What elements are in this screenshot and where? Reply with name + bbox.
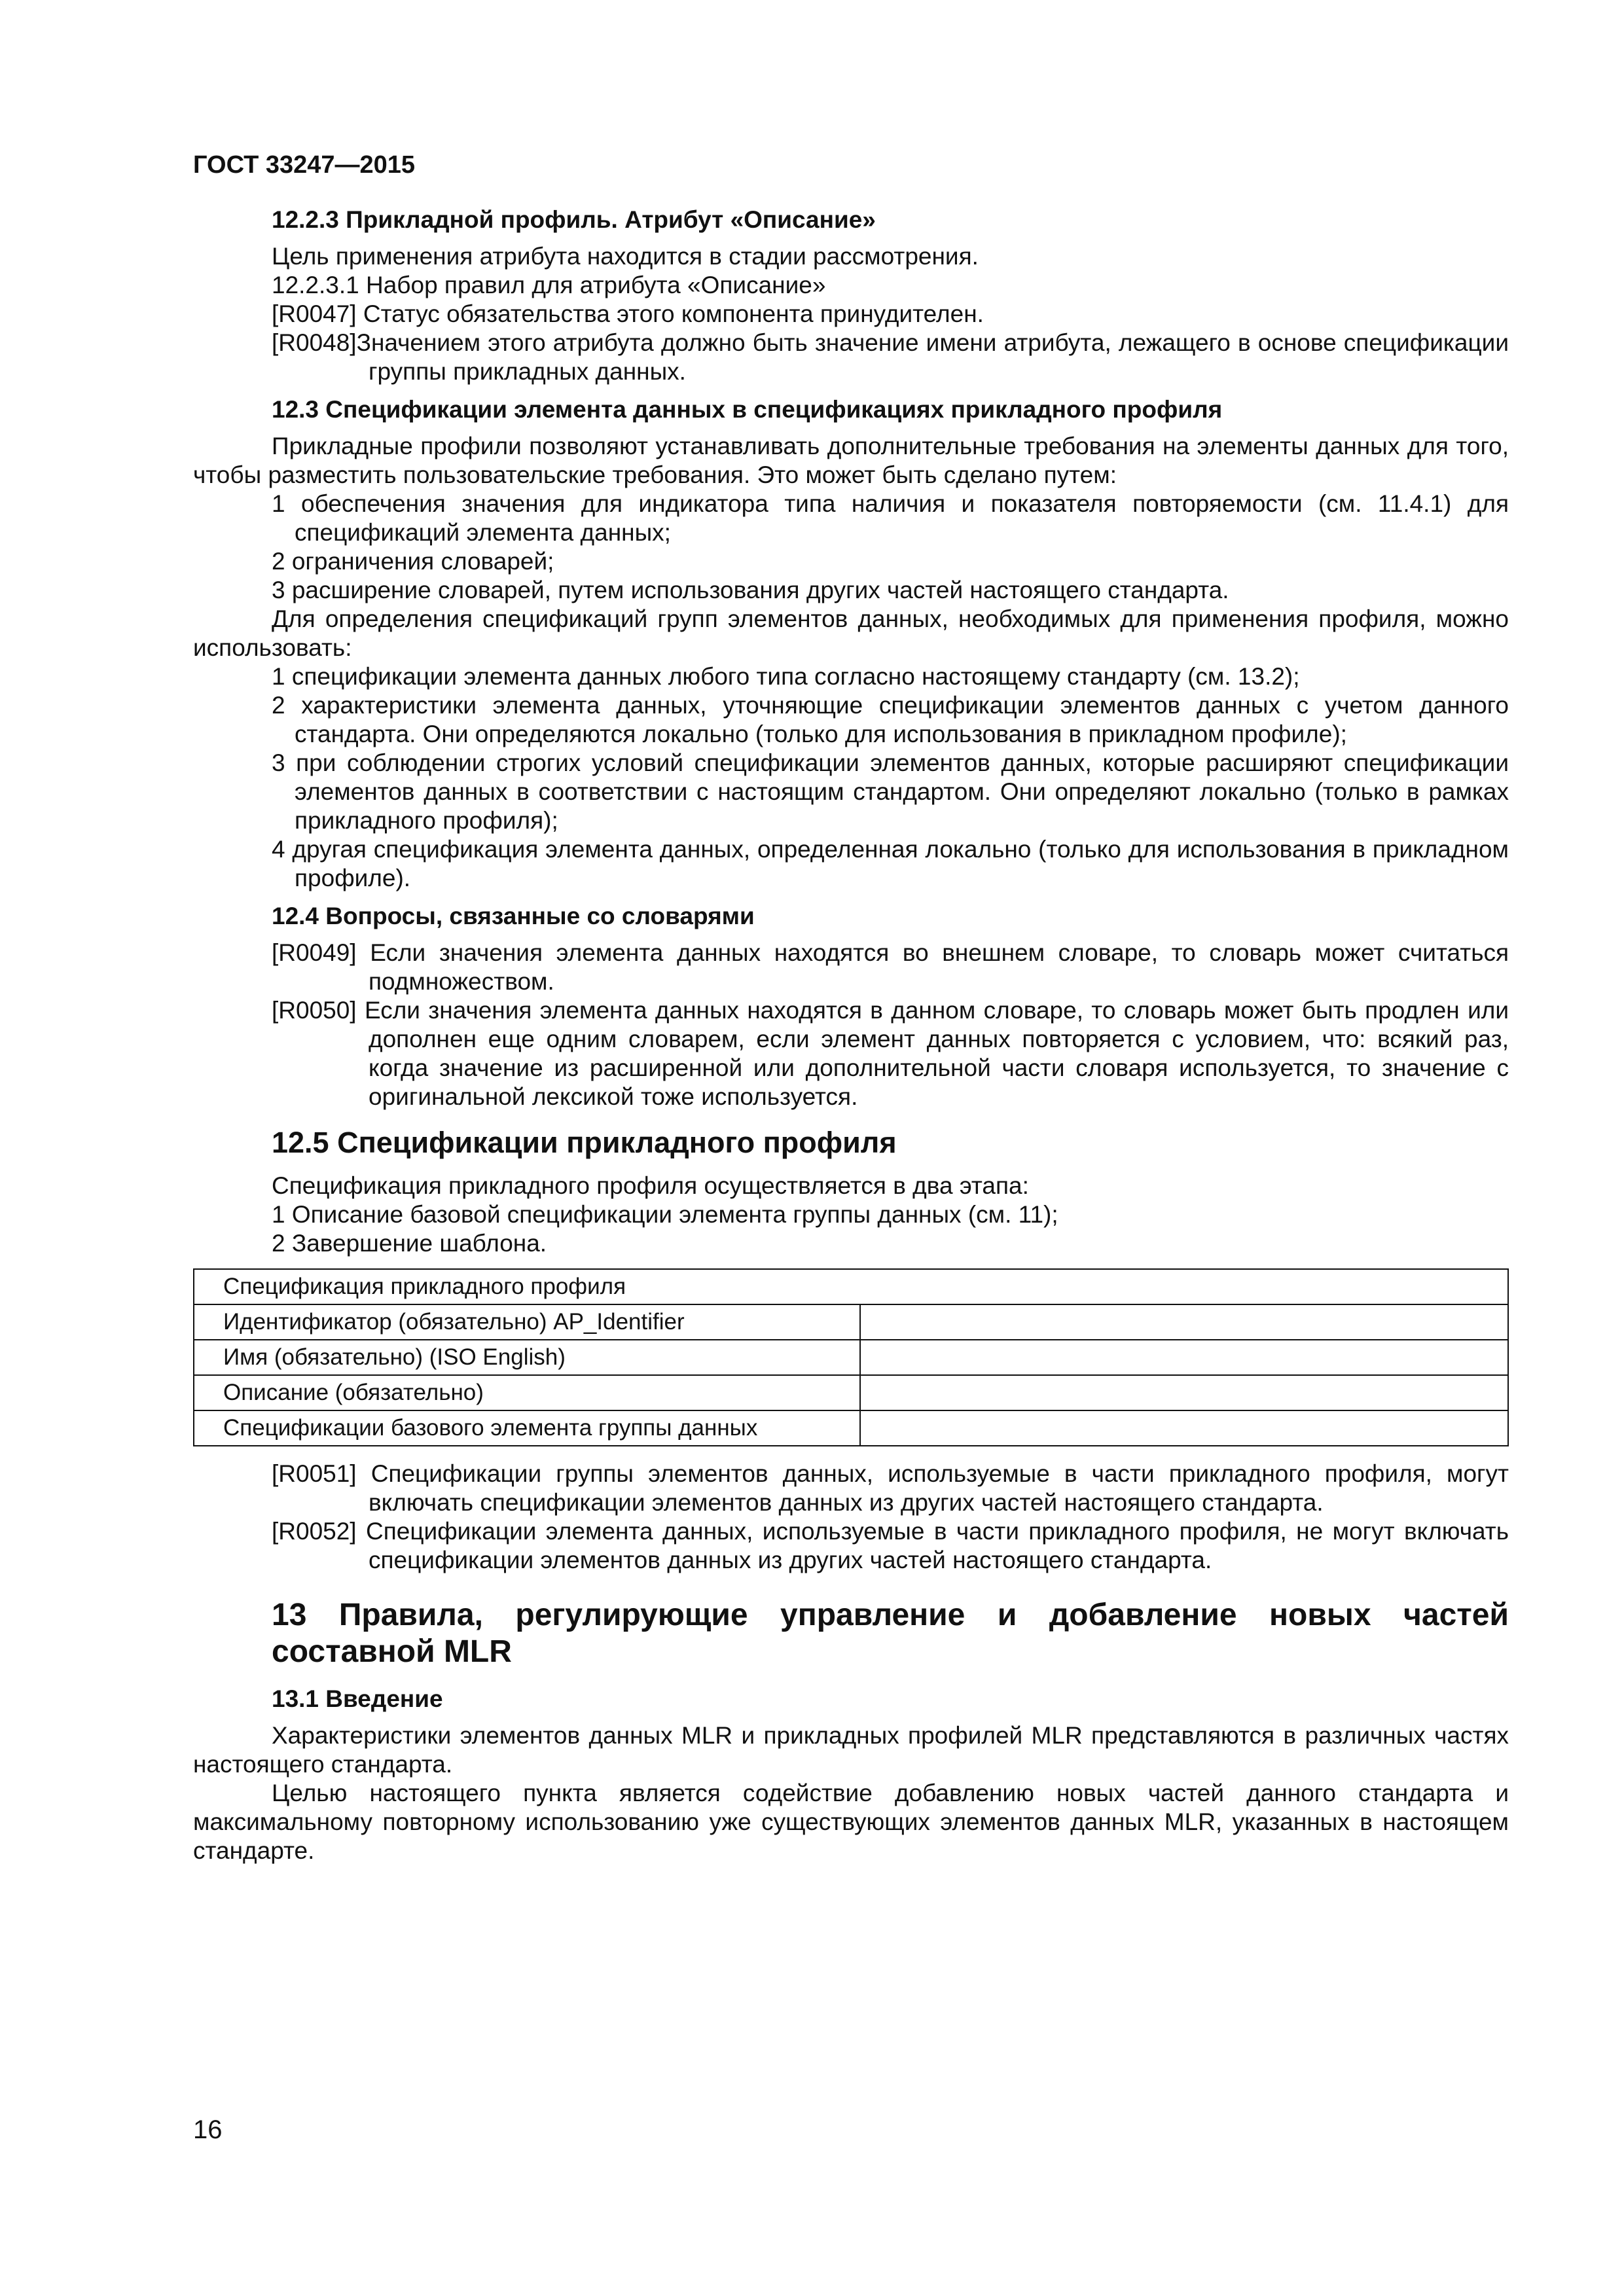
requirement-id: [R0049]	[272, 939, 357, 966]
document-header: ГОСТ 33247—2015	[193, 151, 416, 179]
section-13-1-paragraph-1: Характеристики элементов данных MLR и прикладных профилей MLR представляются в различных частях настоящего стандарта.	[193, 1722, 1509, 1778]
section-12-2-3-title: 12.2.3 Прикладной профиль. Атрибут «Описание»	[272, 206, 876, 233]
table-row	[194, 1304, 1508, 1340]
list-item: 1 обеспечения значения для индикатора типа наличия и показателя повторяемости (см. 11.4.1) для спецификаций элемента данных;	[272, 490, 1509, 546]
requirement-text: Спецификации группы элементов данных, используемые в части прикладного профиля, могут включать спецификации элементов данных из других частей настоящего стандарта.	[369, 1460, 1509, 1516]
list-item: 3 при соблюдении строгих условий спецификации элементов данных, которые расширяют спецификации элементов данных в соответствии с настоящим стандартом. Они определяют локально (только в рамках прикладного профиля);	[272, 749, 1509, 834]
requirement-text: Если значения элемента данных находятся в данном словаре, то словарь может быть продлен или дополнен еще одним словарем, если элемент данных повторяется с условием, что: всякий раз, когда значение из расширенной или дополнительной части словаря используется, то значение с оригинальной лексикой тоже используется.	[364, 997, 1509, 1110]
requirement-r0047	[193, 300, 1509, 329]
table-header-cell: Спецификация прикладного профиля	[194, 1269, 1508, 1304]
requirement-id: [R0050]	[272, 997, 357, 1024]
table-cell-label: Идентификатор (обязательно) AP_Identifier	[194, 1304, 860, 1340]
table-cell-label: Имя (обязательно) (ISO English)	[194, 1340, 860, 1375]
section-12-5-title: 12.5 Спецификации прикладного профиля	[272, 1126, 897, 1159]
section-12-5-paragraph-1: Спецификация прикладного профиля осуществляется в два этапа:	[272, 1172, 1029, 1199]
section-12-3-paragraph-1: Прикладные профили позволяют устанавливать дополнительные требования на элементы данных для того, чтобы разместить пользовательские требования. Это может быть сделано путем:	[193, 433, 1509, 488]
requirement-r0050	[193, 996, 1509, 1111]
requirement-id: [R0051]	[272, 1460, 357, 1487]
requirement-text: Значением этого атрибута должно быть значение имени атрибута, лежащего в основе спецификации группы прикладных данных.	[356, 329, 1509, 385]
application-profile-spec-table	[193, 1268, 1509, 1446]
section-12-3-paragraph-2: Для определения спецификаций групп элементов данных, необходимых для применения профиля, можно использовать:	[193, 605, 1509, 661]
ruleset-12-2-3-1: 12.2.3.1 Набор правил для атрибута «Описание»	[272, 272, 826, 298]
page-number: 16	[193, 2115, 223, 2144]
table-row	[194, 1340, 1508, 1375]
requirement-id: [R0048]	[272, 329, 357, 356]
requirement-id: [R0052]	[272, 1518, 357, 1545]
table-row	[194, 1375, 1508, 1410]
list-item: 2 характеристики элемента данных, уточняющие спецификации элементов данных с учетом данного стандарта. Они определяются локально (только для использования в прикладном профиле);	[272, 692, 1509, 747]
section-12-2-3-intro: Цель применения атрибута находится в стадии рассмотрения.	[272, 243, 979, 270]
list-item: 2 Завершение шаблона.	[272, 1230, 547, 1257]
table-header-row	[194, 1269, 1508, 1304]
list-item: 1 спецификации элемента данных любого типа согласно настоящему стандарту (см. 13.2);	[272, 663, 1300, 690]
section-12-4-title: 12.4 Вопросы, связанные со словарями	[272, 903, 755, 929]
section-13-1-title: 13.1 Введение	[272, 1685, 443, 1712]
table-cell-value	[860, 1410, 1508, 1446]
table-cell-label: Спецификации базового элемента группы данных	[194, 1410, 860, 1446]
list-item: 3 расширение словарей, путем использования других частей настоящего стандарта.	[272, 577, 1229, 603]
section-12-3-list-2	[193, 662, 1509, 893]
table-row	[194, 1410, 1508, 1446]
list-item: 1 Описание базовой спецификации элемента группы данных (см. 11);	[272, 1201, 1058, 1228]
requirement-text: Статус обязательства этого компонента принудителен.	[363, 300, 984, 327]
section-13-title: 13 Правила, регулирующие управление и добавление новых частей составной MLR	[272, 1598, 1509, 1669]
requirement-r0052	[193, 1517, 1509, 1575]
page-content	[193, 151, 1509, 1865]
section-12-3-list-1	[193, 490, 1509, 605]
requirement-r0049	[193, 939, 1509, 996]
requirement-r0048	[193, 329, 1509, 386]
list-item: 4 другая спецификация элемента данных, определенная локально (только для использования в прикладном профиле).	[272, 836, 1509, 891]
list-item: 2 ограничения словарей;	[272, 548, 554, 575]
requirement-text: Спецификации элемента данных, используемые в части прикладного профиля, не могут включать спецификации элементов данных из других частей настоящего стандарта.	[366, 1518, 1509, 1573]
section-12-3-title: 12.3 Спецификации элемента данных в спецификациях прикладного профиля	[272, 396, 1223, 423]
table-cell-label: Описание (обязательно)	[194, 1375, 860, 1410]
requirement-r0051	[193, 1460, 1509, 1517]
requirement-id: [R0047]	[272, 300, 357, 327]
table-cell-value	[860, 1375, 1508, 1410]
requirement-text: Если значения элемента данных находятся во внешнем словаре, то словарь может считаться подмножеством.	[369, 939, 1509, 995]
table-cell-value	[860, 1304, 1508, 1340]
table-cell-value	[860, 1340, 1508, 1375]
section-13-1-paragraph-2: Целью настоящего пункта является содействие добавлению новых частей данного стандарта и максимальному повторному использованию уже существующих элементов данных MLR, указанных в настоящем стандарте.	[193, 1780, 1509, 1864]
